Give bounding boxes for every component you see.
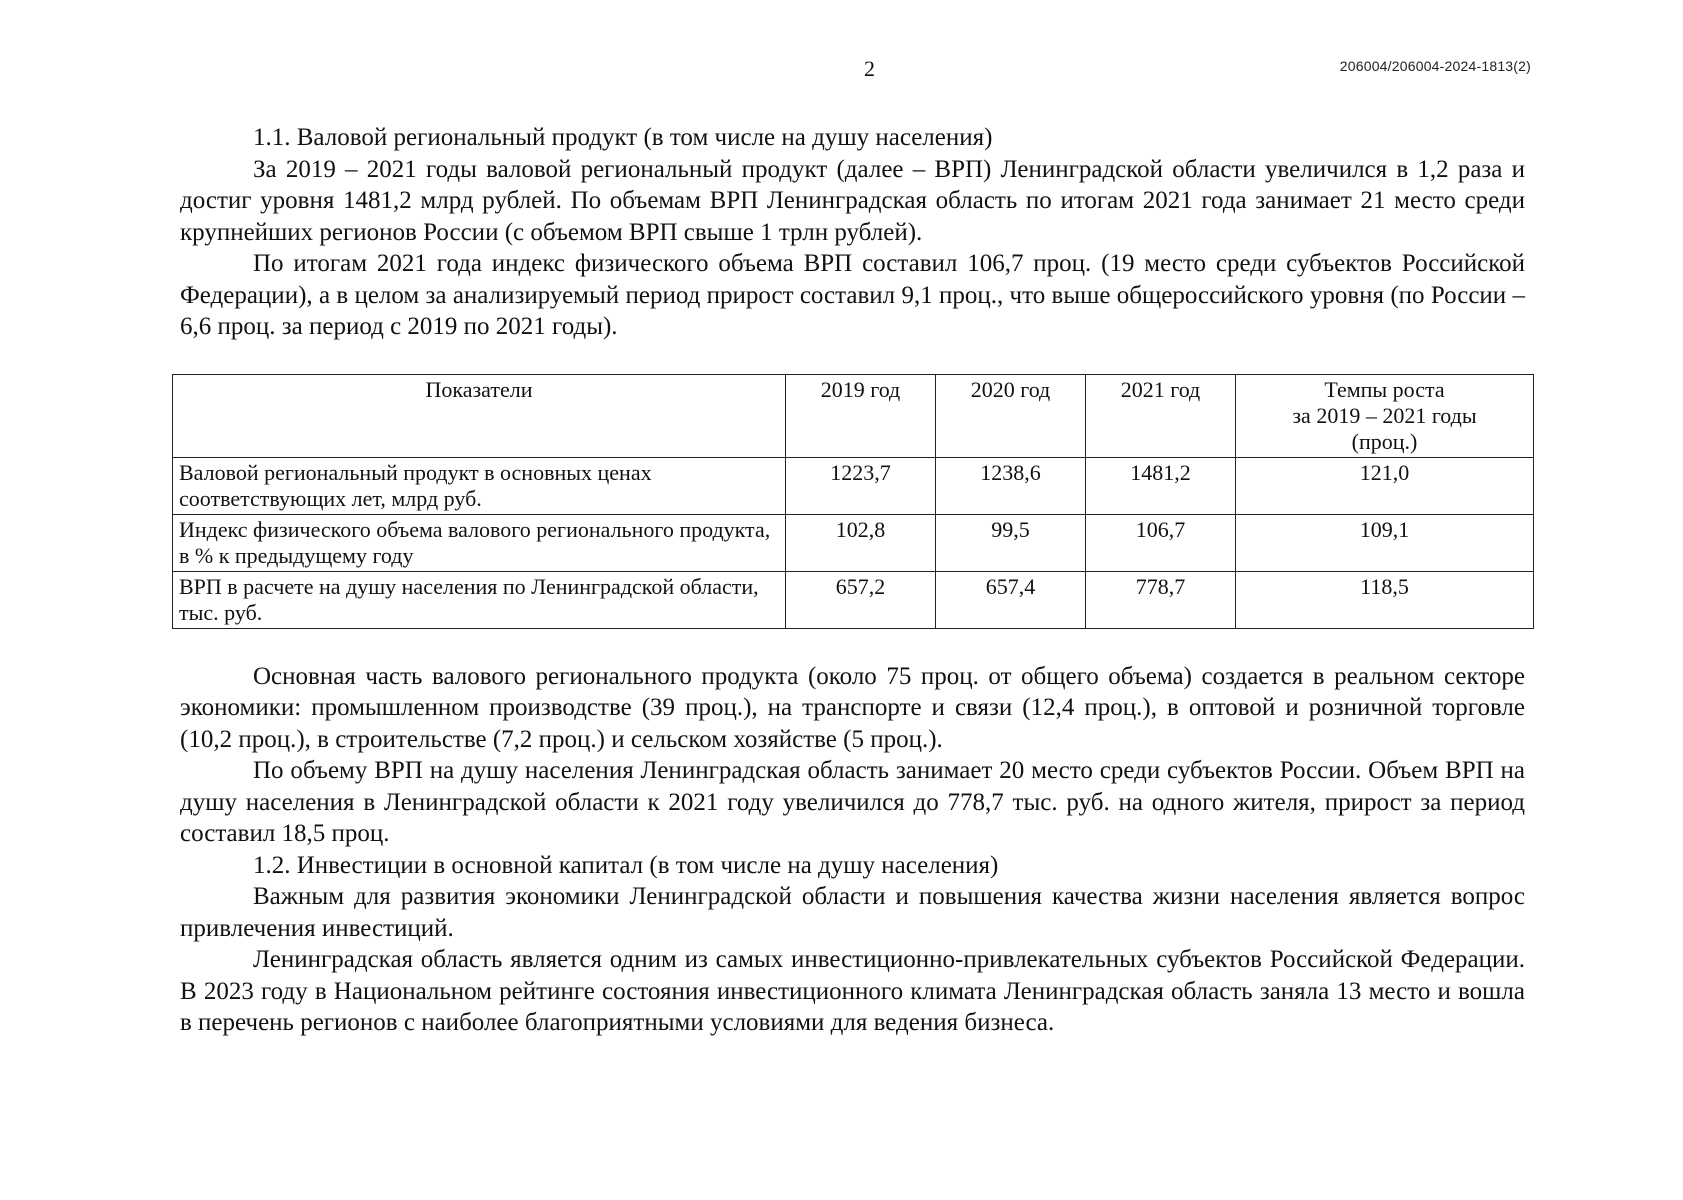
- cell-2019: 1223,7: [786, 457, 936, 514]
- document-body: [180, 122, 1525, 1039]
- row-label: Валовой региональный продукт в основных ценах соответствующих лет, млрд руб.: [173, 457, 786, 514]
- cell-2020: 99,5: [936, 514, 1086, 571]
- cell-growth: 121,0: [1236, 457, 1534, 514]
- cell-growth: 109,1: [1236, 514, 1534, 571]
- header-indicator: Показатели: [173, 374, 786, 457]
- cell-2021: 106,7: [1086, 514, 1236, 571]
- header-2021: 2021 год: [1086, 374, 1236, 457]
- paragraph-sector-structure: Основная часть валового регионального продукта (около 75 проц. от общего объема) создается в реальном секторе экономики: промышленном производстве (39 проц.), на транспорте и связи (12,4 проц.), в оптовой и розничной торговле (10,2 проц.), в строительстве (7,2 проц.) и сельском хозяйстве (5 проц.).: [180, 662, 1525, 753]
- row-label: Индекс физического объема валового регионального продукта, в % к предыдущему году: [173, 514, 786, 571]
- grp-table: [172, 374, 1534, 629]
- header-growth-line-3: (проц.): [1351, 428, 1418, 454]
- table-row: [173, 457, 1534, 514]
- cell-growth: 118,5: [1236, 571, 1534, 628]
- header-growth-line-2: за 2019 – 2021 годы: [1292, 402, 1477, 428]
- row-label: ВРП в расчете на душу населения по Ленинградской области, тыс. руб.: [173, 571, 786, 628]
- grp-table-container: [172, 374, 1533, 629]
- cell-2020: 657,4: [936, 571, 1086, 628]
- paragraph-investment-importance: Важным для развития экономики Ленинградской области и повышения качества жизни населения является вопрос привлечения инвестиций.: [180, 883, 1525, 942]
- section-heading-1-2: 1.2. Инвестиции в основной капитал (в том числе на душу населения): [253, 851, 999, 879]
- cell-2021: 1481,2: [1086, 457, 1236, 514]
- paragraph-per-capita: По объему ВРП на душу населения Ленинградская область занимает 20 место среди субъектов России. Объем ВРП на душу населения в Ленинградской области к 2021 году увеличился до 778,7 тыс. руб. на одного жителя, прирост за период составил 18,5 проц.: [180, 757, 1525, 847]
- post-table-text: [180, 661, 1525, 1039]
- section-heading-1-1: 1.1. Валовой региональный продукт (в том числе на душу населения): [253, 124, 993, 151]
- cell-2019: 657,2: [786, 571, 936, 628]
- page-number: 2: [864, 56, 875, 81]
- header-growth-rate: [1236, 374, 1534, 457]
- cell-2019: 102,8: [786, 514, 936, 571]
- paragraph-investment-rating: Ленинградская область является одним из самых инвестиционно-привлекательных субъектов Российской Федерации. В 2023 году в Национальном рейтинге состояния инвестиционного климата Ленинградская область заняла 13 место и вошла в перечень регионов с наиболее благоприятными условиями для ведения бизнеса.: [180, 946, 1525, 1036]
- cell-2020: 1238,6: [936, 457, 1086, 514]
- table-header-row: [173, 374, 1534, 457]
- document-id: 206004/206004-2024-1813(2): [1339, 58, 1531, 74]
- paragraph-physical-index: По итогам 2021 года индекс физического объема ВРП составил 106,7 проц. (19 место среди субъектов Российской Федерации), а в целом за анализируемый период прирост составил 9,1 проц., что выше общероссийского уровня (по России – 6,6 проц. за период с 2019 по 2021 годы).: [180, 250, 1525, 340]
- header-2020: 2020 год: [936, 374, 1086, 457]
- cell-2021: 778,7: [1086, 571, 1236, 628]
- header-growth-line-1: Темпы роста: [1324, 376, 1445, 402]
- header-2019: 2019 год: [786, 374, 936, 457]
- table-row: [173, 571, 1534, 628]
- paragraph-grp-growth: За 2019 – 2021 годы валовой региональный продукт (далее – ВРП) Ленинградской области увеличился в 1,2 раза и достиг уровня 1481,2 млрд рублей. По объемам ВРП Ленинградская область по итогам 2021 года занимает 21 место среди крупнейших регионов России (с объемом ВРП свыше 1 трлн рублей).: [180, 155, 1525, 246]
- table-row: [173, 514, 1534, 571]
